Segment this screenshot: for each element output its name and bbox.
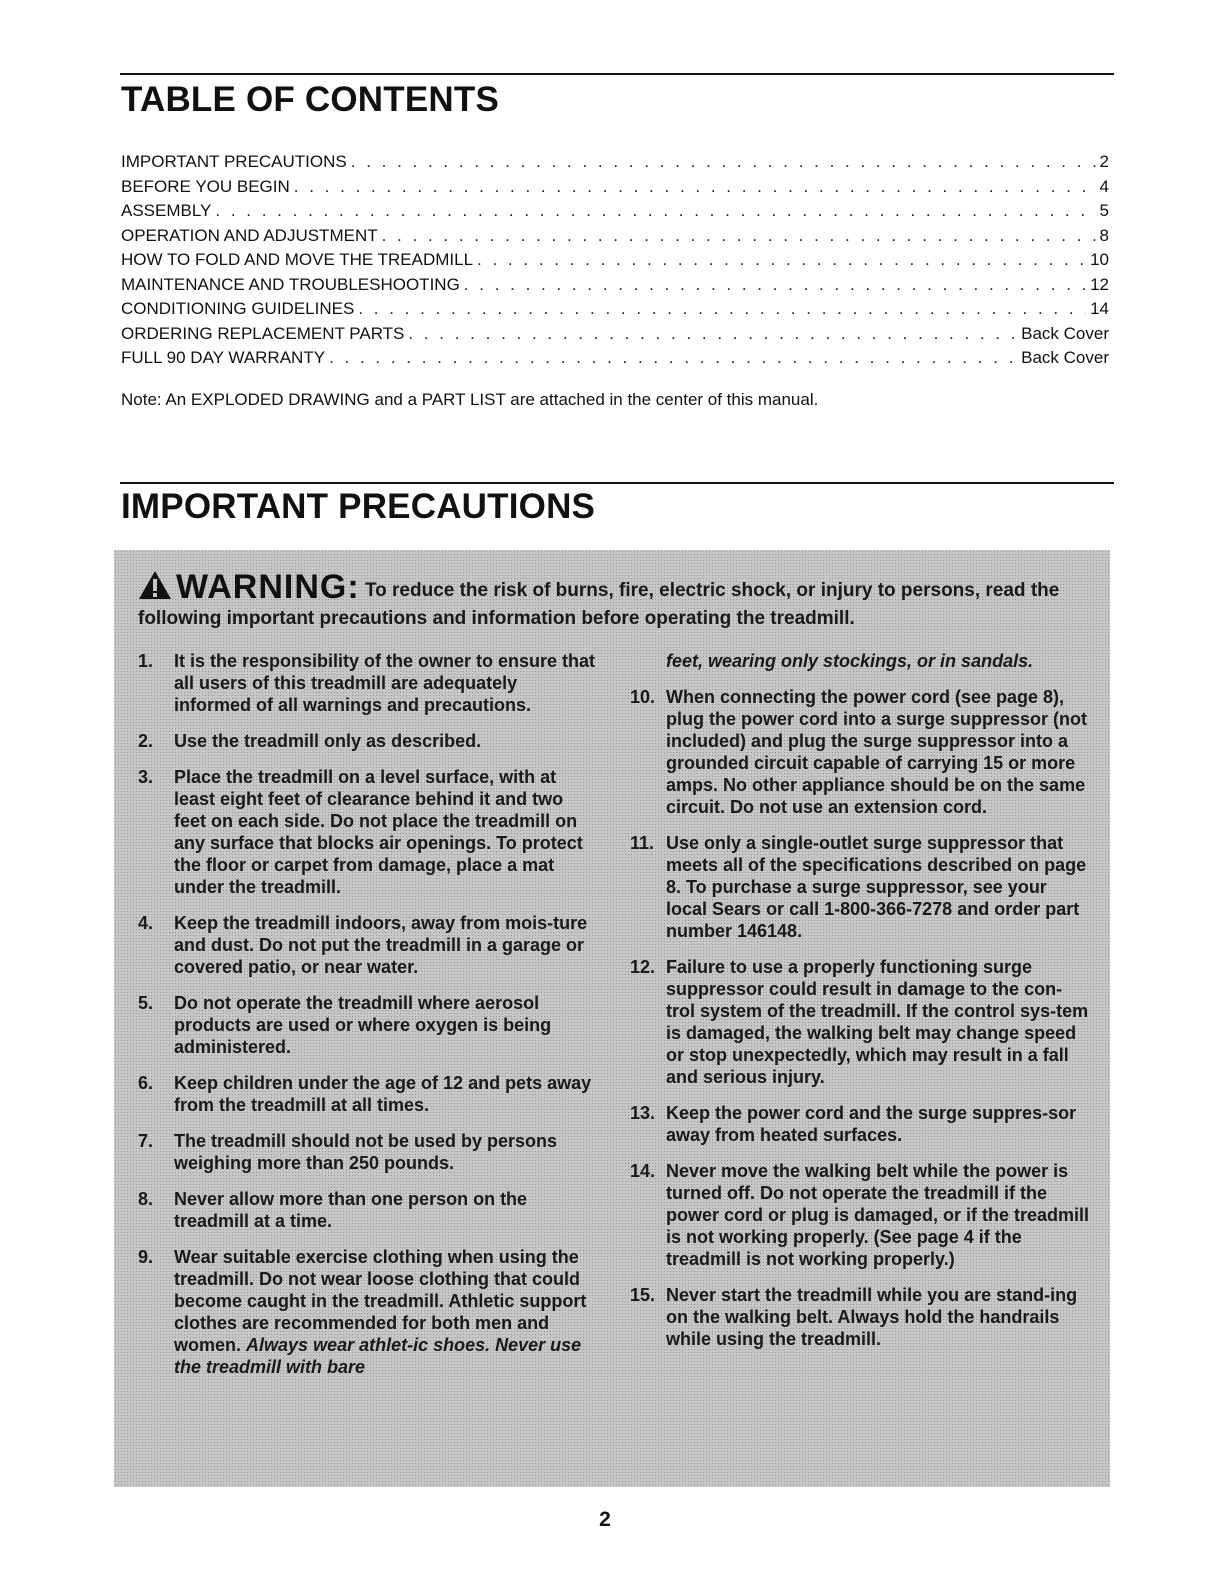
precaution-text: Keep children under the age of 12 and pets away from the treadmill at all times.: [174, 1073, 592, 1115]
toc-dot-leader: [464, 273, 1086, 298]
precautions-top-rule: [120, 482, 1114, 484]
precaution-number: 1.: [138, 651, 154, 671]
toc-entry-title: HOW TO FOLD AND MOVE THE TREADMILL: [121, 250, 474, 269]
precaution-number: 9.: [138, 1247, 154, 1267]
precaution-item: [138, 730, 598, 752]
toc-entry-page: 5: [1099, 201, 1109, 220]
precaution-number: 14.: [630, 1161, 656, 1181]
precaution-item: [630, 686, 1090, 818]
precaution-item-continuation: feet, wearing only stockings, or in sandals.: [666, 651, 1034, 671]
toc-entry-title: ASSEMBLY: [121, 201, 212, 220]
toc-entry-title: MAINTENANCE AND TROUBLESHOOTING: [121, 274, 460, 294]
precaution-text: Do not operate the treadmill where aerosol products are used or where oxygen is being administered.: [174, 993, 552, 1057]
warning-text: To reduce the risk of burns, fire, electric shock, or injury to persons, read the following important precautions and information before operating the treadmill.: [138, 580, 1060, 629]
precaution-item: [138, 992, 598, 1058]
precaution-text: Never start the treadmill while you are stand-ing on the walking belt. Always hold the handrails while using the treadmill.: [666, 1285, 1078, 1349]
toc-entry-replacement-parts: [121, 322, 1109, 347]
toc-entry-title: OPERATION AND ADJUSTMENT: [121, 225, 378, 245]
precaution-number: 13.: [630, 1103, 656, 1123]
precaution-text: Failure to use a properly functioning surge suppressor could result in damage to the con-trol system of the treadmill. If the control sys-tem is damaged, the walking belt may change speed or stop unexpectedly, which may result in a fall and serious injury.: [666, 957, 1089, 1087]
precaution-text: Wear suitable exercise clothing when using the treadmill. Do not wear loose clothing that could become caught in the treadmill. Athletic support clothes are recommended for both men and women.: [174, 1247, 587, 1355]
precaution-number: 12.: [630, 957, 656, 977]
toc-heading: TABLE OF CONTENTS: [121, 80, 500, 119]
toc-dot-leader: [408, 322, 1017, 347]
precaution-text: Keep the treadmill indoors, away from mois-ture and dust. Do not put the treadmill in a garage or covered patio, or near water.: [174, 913, 588, 977]
precaution-item: [138, 912, 598, 978]
warning-word: WARNING:: [176, 568, 360, 606]
precaution-text: Use only a single-outlet surge suppressor that meets all of the specifications described on page 8. To purchase a surge suppressor, see your local Sears or call 1-800-366-7278 and order part number 146148.: [666, 833, 1087, 941]
precaution-text: When connecting the power cord (see page 8), plug the power cord into a surge suppressor (not included) and plug the surge suppressor into a grounded circuit capable of carrying 15 or more amps. No other appliance should be on the same circuit. Do not use an extension cord.: [666, 687, 1088, 817]
precaution-number: 8.: [138, 1189, 154, 1209]
page-number: 2: [599, 1508, 611, 1531]
toc-note: Note: An EXPLODED DRAWING and a PART LIST are attached in the center of this manual.: [121, 390, 819, 409]
toc-entry-operation: [121, 224, 1109, 249]
precaution-item: [138, 1072, 598, 1116]
precaution-item: [630, 832, 1090, 942]
toc-entry-page: Back Cover: [1021, 348, 1109, 367]
toc-entry-title: BEFORE YOU BEGIN: [121, 176, 290, 196]
precaution-number: 5.: [138, 993, 154, 1013]
warning-triangle-icon: [138, 570, 172, 607]
precaution-number: 4.: [138, 913, 154, 933]
precaution-text-italic: Always wear athlet-ic shoes. Never use the treadmill with bare: [174, 1335, 582, 1377]
toc-dot-leader: [382, 224, 1096, 249]
precaution-item: [138, 766, 598, 898]
precaution-number: 7.: [138, 1131, 154, 1151]
toc-entry-before-you-begin: [121, 175, 1109, 200]
precautions-heading: IMPORTANT PRECAUTIONS: [121, 487, 596, 526]
toc-top-rule: [120, 73, 1114, 75]
toc-dot-leader: [294, 175, 1096, 200]
toc-entry-conditioning: [121, 297, 1109, 322]
toc-entry-page: 8: [1099, 225, 1109, 245]
warning-intro: [138, 570, 1088, 631]
precaution-number: 15.: [630, 1285, 656, 1305]
precaution-text: Never move the walking belt while the power is turned off. Do not operate the treadmill if the power cord or plug is damaged, or if the treadmill is not working properly. (See page 4 if the treadmill is not working properly.): [666, 1161, 1090, 1269]
toc-dot-leader: [215, 199, 1095, 224]
precautions-column-right: [630, 650, 1090, 1364]
precaution-item: [630, 1284, 1090, 1350]
toc-entry-warranty: [121, 346, 1109, 371]
toc-entry-page: Back Cover: [1021, 323, 1109, 343]
toc-list: [121, 150, 1109, 371]
precaution-number: 3.: [138, 767, 154, 787]
precaution-text-wrapper: [174, 1246, 598, 1378]
toc-entry-maintenance: [121, 273, 1109, 298]
toc-entry-fold-move: [121, 248, 1109, 273]
precaution-item: [630, 1160, 1090, 1270]
toc-dot-leader: [351, 150, 1096, 175]
precaution-item: [630, 956, 1090, 1088]
precautions-column-left: [138, 650, 598, 1392]
precaution-item: [630, 1102, 1090, 1146]
precaution-text: Place the treadmill on a level surface, with at least eight feet of clearance behind it and two feet on each side. Do not place the treadmill on any surface that blocks air openings. To protect the floor or carpet from damage, place a mat under the treadmill.: [174, 767, 583, 897]
toc-entry-assembly: [121, 199, 1109, 224]
toc-entry-title: FULL 90 DAY WARRANTY: [121, 348, 326, 367]
toc-entry-page: 10: [1090, 250, 1109, 269]
precaution-text: Keep the power cord and the surge suppres-sor away from heated surfaces.: [666, 1103, 1077, 1145]
toc-entry-page: 14: [1090, 299, 1109, 318]
precaution-text: The treadmill should not be used by persons weighing more than 250 pounds.: [174, 1131, 558, 1173]
precaution-number: 11.: [630, 833, 655, 853]
precaution-text: Use the treadmill only as described.: [174, 731, 482, 751]
toc-dot-leader: [477, 248, 1086, 273]
toc-entry-title: ORDERING REPLACEMENT PARTS: [121, 323, 405, 343]
toc-entry-page: 12: [1090, 274, 1109, 294]
warning-box: [114, 550, 1110, 1487]
precaution-number: 6.: [138, 1073, 154, 1093]
toc-entry-title: IMPORTANT PRECAUTIONS: [121, 152, 347, 171]
precaution-text: Never allow more than one person on the treadmill at a time.: [174, 1189, 528, 1231]
toc-entry-title: CONDITIONING GUIDELINES: [121, 299, 355, 318]
precaution-item: [138, 650, 598, 716]
toc-entry-precautions: [121, 150, 1109, 175]
toc-entry-page: 4: [1099, 176, 1109, 196]
precaution-text: It is the responsibility of the owner to ensure that all users of this treadmill are adequately informed of all warnings and precautions.: [174, 651, 596, 715]
toc-dot-leader: [358, 297, 1086, 322]
toc-dot-leader: [329, 346, 1017, 371]
toc-entry-page: 2: [1099, 152, 1109, 171]
precaution-item: [138, 1188, 598, 1232]
precaution-number: 10.: [630, 687, 656, 707]
precaution-number: 2.: [138, 731, 154, 751]
precaution-item: [138, 1130, 598, 1174]
precaution-item: [138, 1246, 598, 1378]
